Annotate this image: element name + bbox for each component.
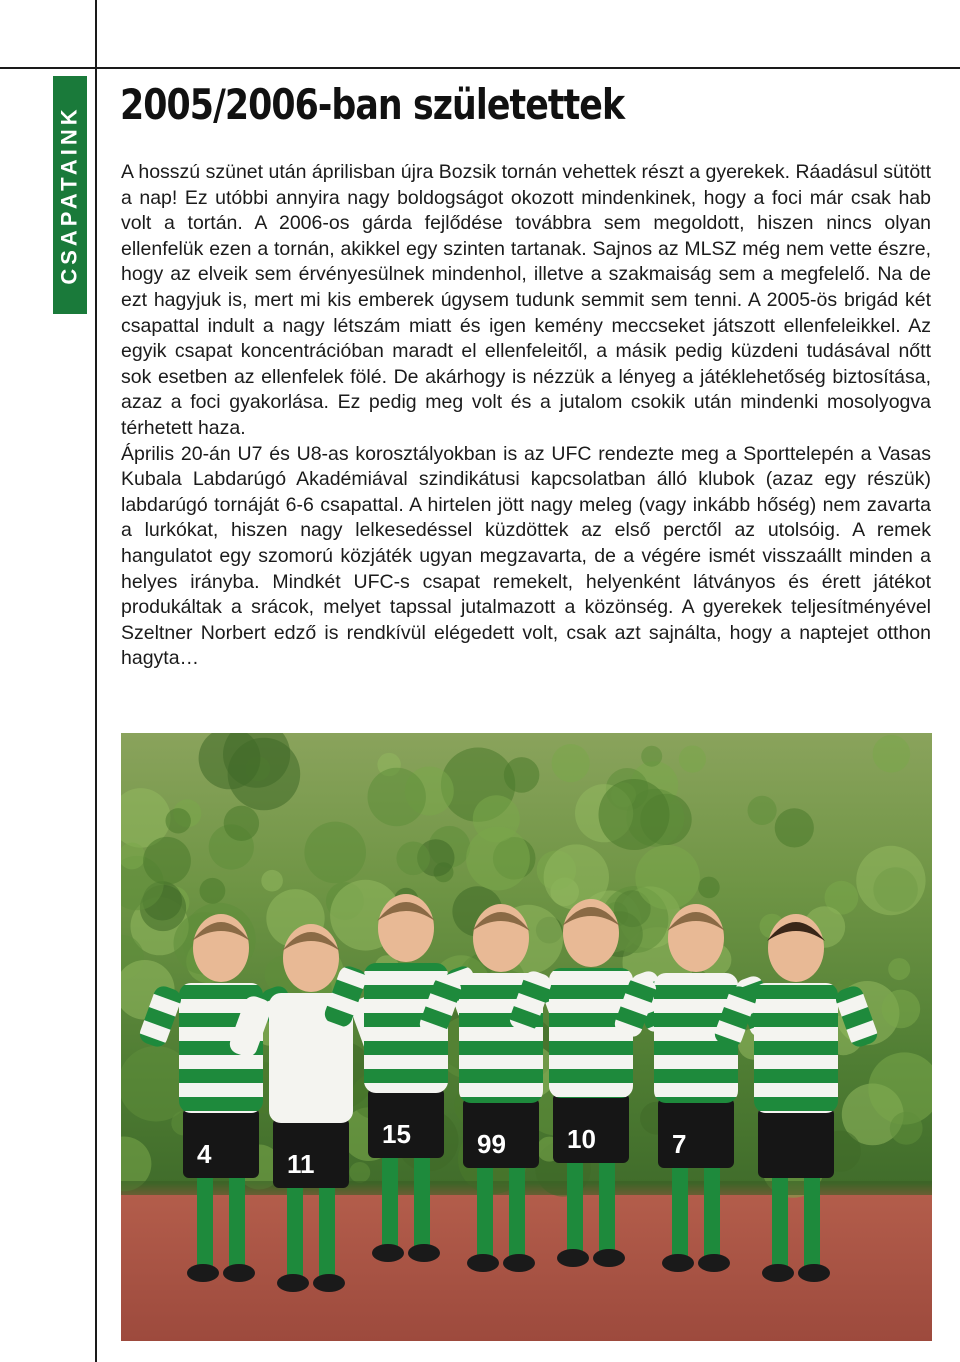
foliage-blob [856,846,925,915]
foliage-blob [396,842,430,876]
foliage-blob [748,796,777,825]
team-photo [121,733,932,1341]
shorts-number: 11 [287,1149,315,1179]
article-body [121,160,931,672]
player-shorts [183,1108,259,1178]
shorts-number: 10 [567,1124,596,1154]
player-leg [704,1163,720,1258]
section-tab [53,76,87,314]
player-boot [313,1274,345,1292]
foliage-blob [599,779,670,850]
foliage-blob [873,735,911,773]
shorts-number: 7 [672,1129,687,1159]
foliage-blob [200,878,226,904]
section-tab-label: CSAPATAINK [57,105,83,285]
page-title: 2005/2006-ban születettek [120,80,625,129]
foliage-blob [143,837,191,885]
player-leg [319,1183,335,1278]
foliage-blob [890,1112,923,1145]
foliage-blob [368,768,426,826]
player-boot [503,1254,535,1272]
player-boot [557,1249,589,1267]
player-boot [187,1264,219,1282]
article-paragraph: Április 20-án U7 és U8-as korosztályokban is az UFC rendezte meg a Sporttelepén a Vasas Kubala Labdarúgó Akadémiával szindikátusi kapcsolatban álló klubok (azaz egy részük) labdarúgó tornáját 6-6 csapattal. A hirtelen jött nagy meleg (vagy inkább hőség) nem zavarta a lurkókat, hiszen nagy lelkesedéssel küzdöttek az első perctől az utolsóig. A remek hangulatot egy szomorú közjáték ugyan megzavarta, de a végére ismét visszaállt minden a helyes irányba. Mindkét UFC-s csapat remekelt, helyenként látványos és érett játékot produkáltak a srácok, melyet tapssal jutalmazott a közönség. A gyerekek teljesítményével Szeltner Norbert edző is rendkívül elégedett volt, csak azt sajnálta, hogy a naptejet otthon hagyta… [121,442,931,670]
player-shorts [758,1108,834,1178]
foliage-blob [224,806,259,841]
player-leg [287,1183,303,1278]
player-boot [698,1254,730,1272]
foliage-blob [304,822,366,884]
player-leg [414,1153,430,1248]
foliage-blob [349,1162,370,1183]
foliage-blob [635,845,700,910]
foliage-blob [261,870,283,892]
foliage-blob [882,990,921,1029]
foliage-blob [166,808,191,833]
player-leg [382,1153,398,1248]
player-boot [593,1249,625,1267]
article-paragraph: A hosszú szünet után áprilisban újra Bozsik tornán vehettek részt a gyerekek. Ráadásul sütött a nap! Ez utóbbi annyira nagy boldogságot okozott mindenkinek, hogy a foci már csak hab volt a tortán. A 2006-os gárda fejlődése továbbra sem megoldott, hiszen nincs olyan ellenfelük ezen a tornán, akikkel egy szinten tartanak. Sajnos az MLSZ még nem vette észre, hogy az elveik sem érvényesülnek mindenhol, illetve a szakmaiság sem a megfelelő. Na de ezt hagyjuk is, mert mi kis emberek úgysem tudunk semmit sem tenni. A 2005-ös brigád két csapattal indult a nagy létszám miatt és igen kemény meccseket játszott ellenfeleikkel. Az egyik csapat koncentrációban maradt el ellenfeleitől, a másik pedig küzdeni tudásával nőtt sok esetben az ellenfelek fölé. De akárhogy is nézzük a lényeg a játéklehetőség biztosítása, azaz a foci gyakorlása. Ez pedig meg volt és a jutalom csokik után mindenki mosolyogva térhetett haza. [121,161,931,439]
player-leg [672,1163,688,1258]
player-boot [467,1254,499,1272]
player-leg [509,1163,525,1258]
player-boot [762,1264,794,1282]
shorts-number: 4 [197,1139,212,1169]
player-shirt [754,983,838,1113]
vertical-rule [95,0,97,1362]
player-leg [229,1173,245,1268]
player-leg [599,1158,615,1253]
player-leg [772,1173,788,1268]
foliage-blob [544,844,609,909]
foliage-blob [552,744,590,782]
player-boot [277,1274,309,1292]
header-rule [0,67,960,69]
foliage-blob [466,827,530,891]
player-boot [662,1254,694,1272]
foliage-blob [698,877,720,899]
shorts-number: 99 [477,1129,506,1159]
player-boot [223,1264,255,1282]
team-photo-illustration [121,733,932,1341]
player-boot [408,1244,440,1262]
player-shorts [658,1098,734,1168]
player-boot [372,1244,404,1262]
player-leg [197,1173,213,1268]
player-leg [804,1173,820,1268]
player-leg [567,1158,583,1253]
shorts-number: 15 [382,1119,411,1149]
player-leg [477,1163,493,1258]
foliage-blob [641,746,662,767]
player-shirt [549,968,633,1098]
foliage-blob [888,958,910,980]
foliage-blob [775,808,814,847]
player-boot [798,1264,830,1282]
foliage-blob [679,746,706,773]
